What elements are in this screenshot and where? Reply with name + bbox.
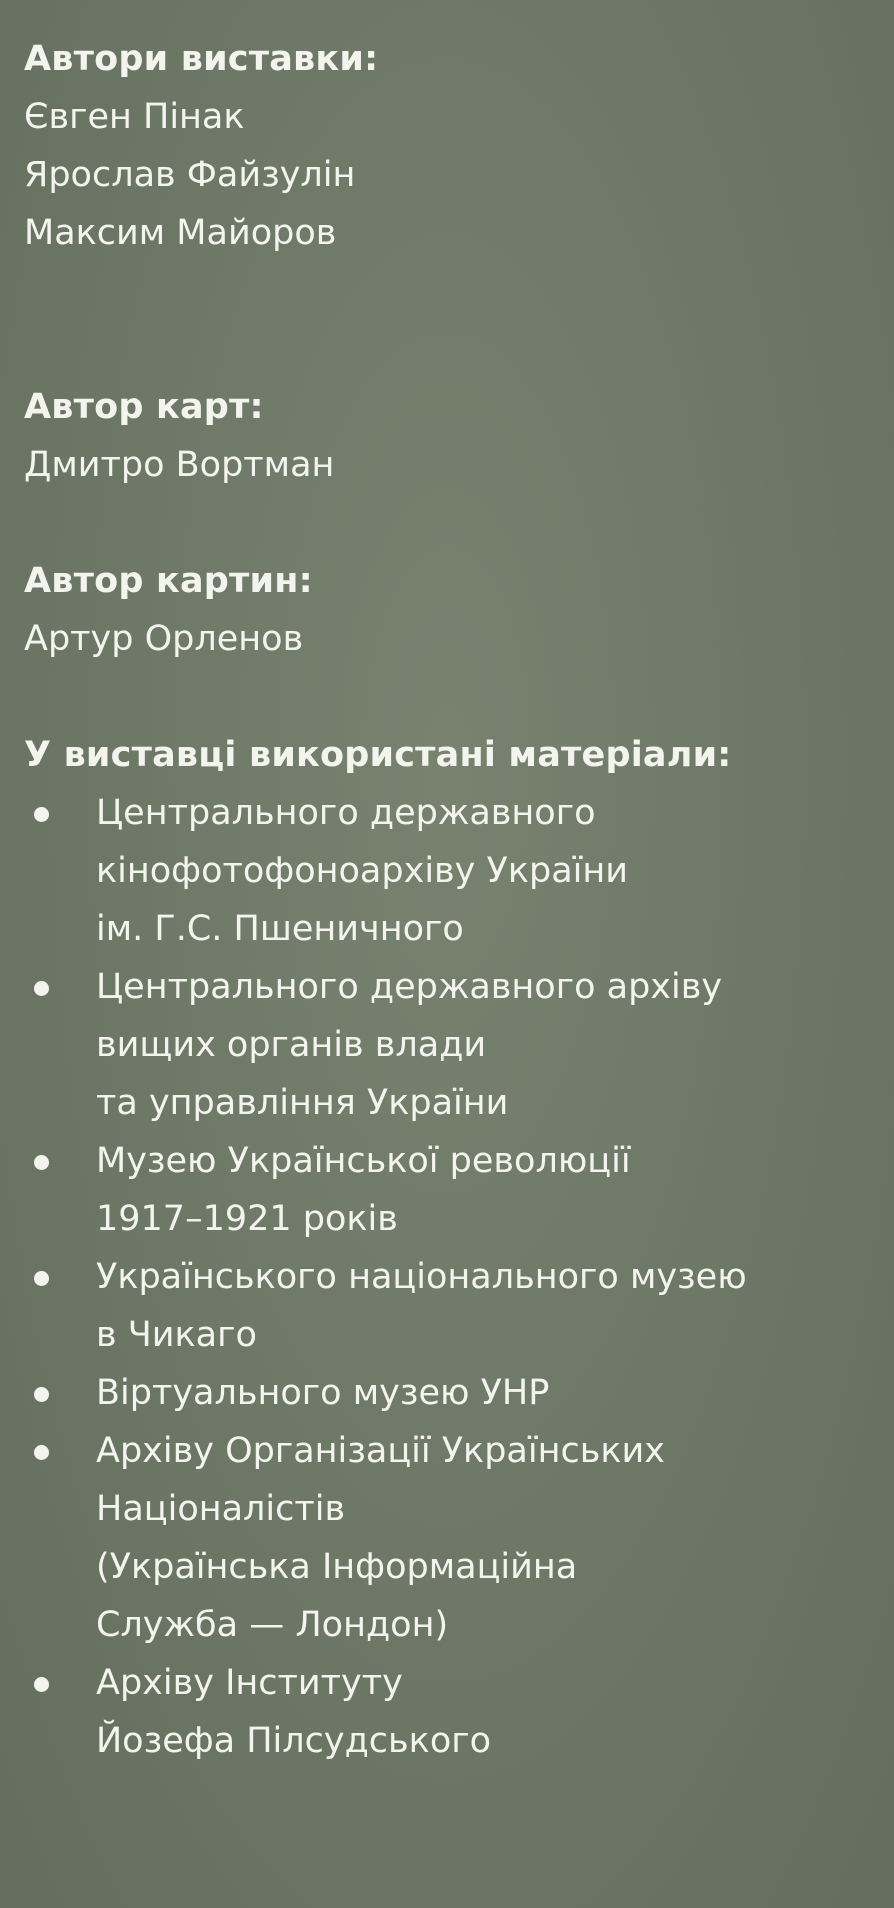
bullet-icon [34,1677,49,1692]
paintings-author-name: Артур Орленов [24,619,304,659]
materials-item-line: Віртуального музею УНР [96,1373,550,1413]
materials-item-line: Служба — Лондон) [96,1605,449,1645]
credits-page [24,30,874,1770]
materials-item-line: Центрального державного архіву [96,967,723,1007]
materials-section [24,726,874,1770]
materials-item-line: ім. Г.С. Пшеничного [96,909,464,949]
bullet-icon [34,1271,49,1286]
materials-list-item [24,1364,874,1422]
materials-item-line: Націоналістів [96,1489,346,1529]
materials-item-line: 1917–1921 років [96,1199,398,1239]
maps-author-heading: Автор карт: [24,387,264,427]
materials-list-item [24,784,874,958]
maps-author-name: Дмитро Вортман [24,445,335,485]
bullet-icon [34,1387,49,1402]
exhibition-authors-section [24,30,874,262]
bullet-icon [34,807,49,822]
materials-heading: У виставці використані матеріали: [24,735,732,775]
materials-list-item [24,1132,874,1248]
paintings-author-heading: Автор картин: [24,561,313,601]
materials-item-line: Центрального державного [96,793,596,833]
bullet-icon [34,1155,49,1170]
materials-item-line: та управління України [96,1083,509,1123]
maps-author-section [24,378,874,494]
author-name: Ярослав Файзулін [24,155,356,195]
author-name: Максим Майоров [24,213,337,253]
materials-item-line: (Українська Інформаційна [96,1547,578,1587]
materials-item-line: в Чикаго [96,1315,257,1355]
materials-list [24,784,874,1770]
materials-list-item [24,1422,874,1654]
author-name: Євген Пінак [24,97,245,137]
materials-item-line: Архіву Інституту [96,1663,403,1703]
materials-item-line: Музею Української революції [96,1141,631,1181]
materials-item-line: Йозефа Пілсудського [96,1721,492,1761]
materials-item-line: Українського національного музею [96,1257,747,1297]
materials-list-item [24,1654,874,1770]
bullet-icon [34,981,49,996]
materials-item-line: Архіву Організації Українських [96,1431,665,1471]
materials-list-item [24,958,874,1132]
materials-item-line: вищих органів влади [96,1025,487,1065]
bullet-icon [34,1445,49,1460]
materials-list-item [24,1248,874,1364]
paintings-author-section [24,552,874,668]
materials-item-line: кінофотофоноархіву України [96,851,628,891]
exhibition-authors-heading: Автори виставки: [24,39,379,79]
